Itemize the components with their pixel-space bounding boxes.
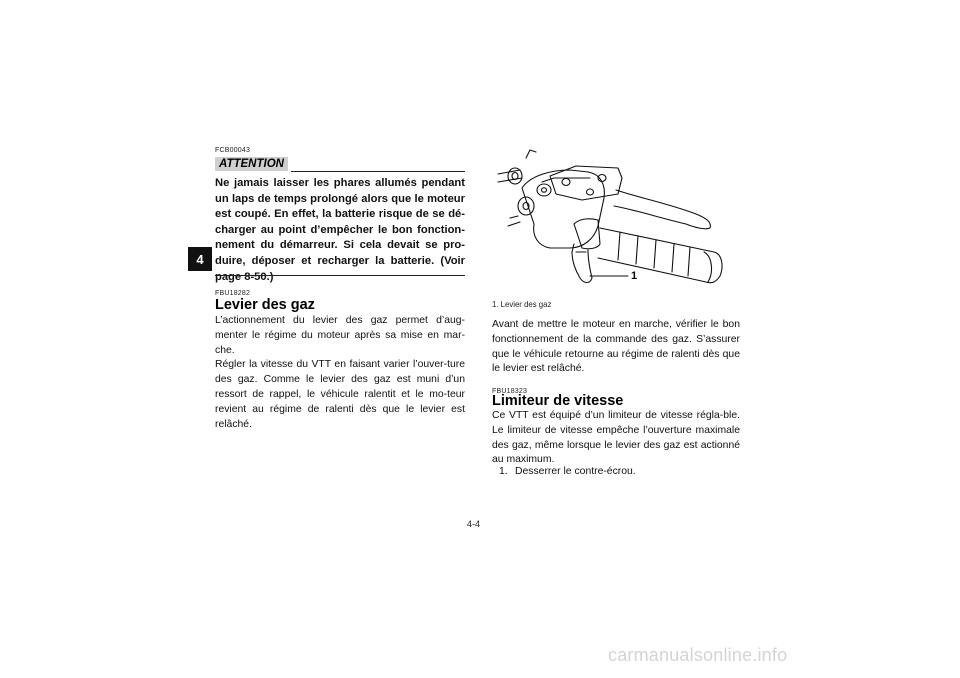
figure-caption: 1. Levier des gaz bbox=[492, 300, 552, 309]
figure-callout: 1 bbox=[631, 270, 638, 282]
section-title-speed-limiter: Limiteur de vitesse bbox=[492, 393, 624, 409]
throttle-lever-figure bbox=[490, 148, 740, 288]
attention-text: Ne jamais laisser les phares allumés pendant un laps de temps prolongé alors que le moteur est coupé. En effet, la batterie risque de se dé-charger au point d’empêcher le bon fonction-nement du démarreur. Si cela devait se pro-duire, déposer et recharger la batterie. (Voir page 8-50.) bbox=[215, 177, 465, 283]
speed-limiter-text: Ce VTT est équipé d’un limiteur de vitesse régla-ble. Le limiteur de vitesse empêche l’ouverture maximale des gaz, même lorsque le levier des gaz est actionné au maximum. bbox=[492, 410, 740, 466]
throttle-paragraph-2: Régler la vitesse du VTT en faisant varier l’ouver-ture des gaz. Comme le levier des gaz est muni d’un ressort de rappel, le véhicule ralentit et le mo-teur revient au régime de ralenti dès que le levier est relâché. bbox=[215, 359, 465, 430]
handlebar-illustration bbox=[490, 148, 740, 288]
attention-bottom-rule bbox=[215, 275, 465, 276]
throttle-check-text: Avant de mettre le moteur en marche, vérifier le bon fonctionnement de la commande des gaz. S’assurer que le véhicule retourne au régime de ralenti dès que le levier est relâché. bbox=[492, 319, 740, 375]
section-code-speed-limiter: FBU18323 bbox=[492, 388, 528, 395]
watermark: carmanualsonline.info bbox=[608, 645, 788, 665]
attention-label: ATTENTION bbox=[215, 157, 288, 171]
section-title-throttle: Levier des gaz bbox=[215, 297, 315, 313]
attention-top-rule bbox=[291, 171, 465, 172]
chapter-tab: 4 bbox=[188, 247, 212, 271]
attention-code: FCB00043 bbox=[215, 147, 251, 154]
section-code-throttle: FBU18282 bbox=[215, 290, 251, 297]
step-1-number: 1. bbox=[499, 466, 508, 477]
throttle-paragraph-1: L’actionnement du levier des gaz permet d’aug-menter le régime du moteur après sa mise en mar-che. bbox=[215, 315, 465, 356]
step-1 bbox=[499, 465, 739, 480]
step-1-text: Desserrer le contre-écrou. bbox=[515, 466, 636, 477]
page-number: 4-4 bbox=[467, 519, 481, 529]
throttle-body bbox=[215, 314, 465, 432]
